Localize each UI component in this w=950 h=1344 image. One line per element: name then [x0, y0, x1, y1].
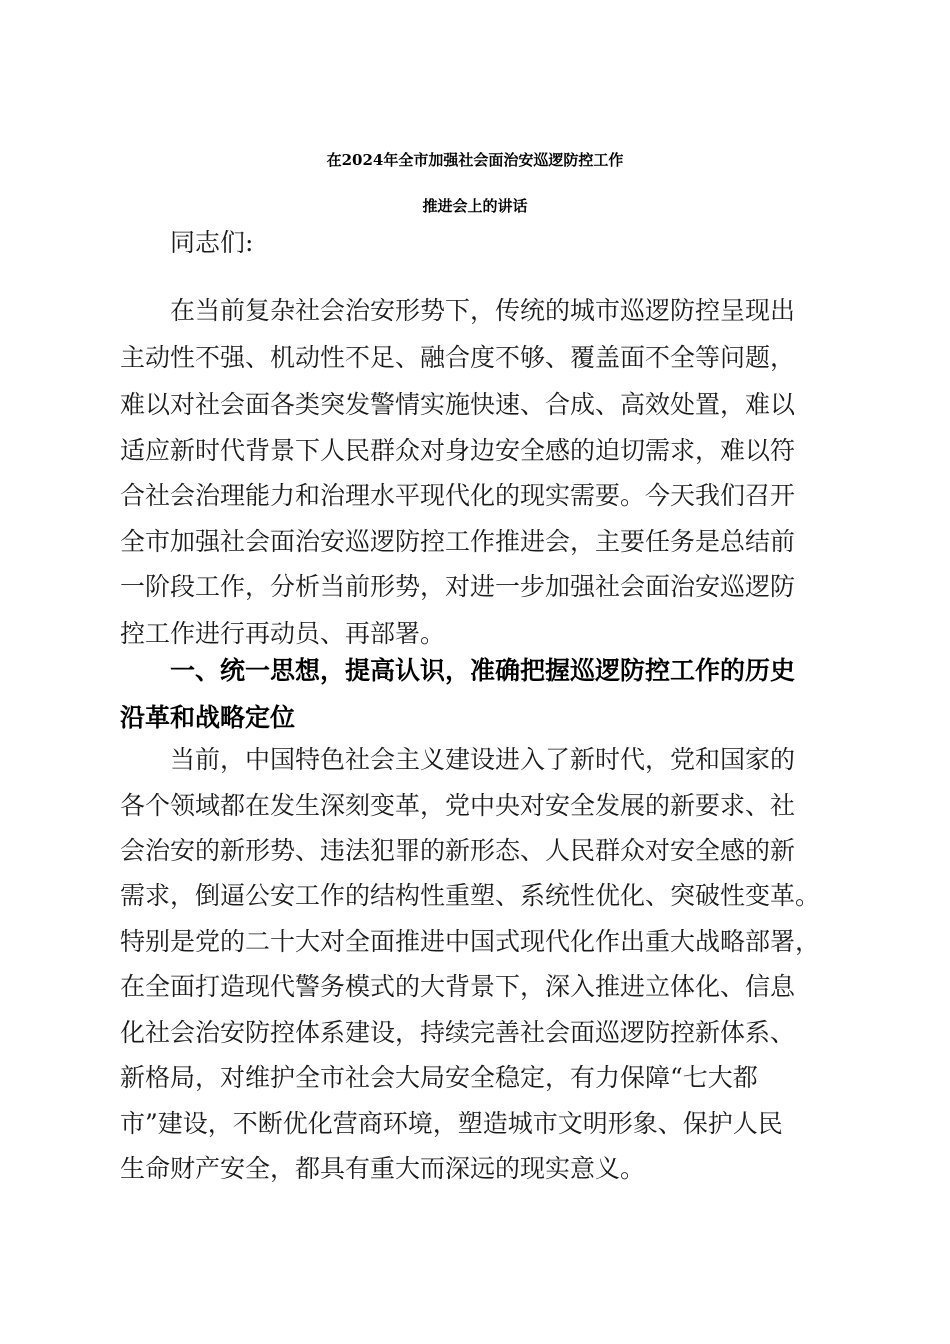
- paragraph-line: 化社会治安防控体系建设，持续完善社会面巡逻防控新体系、: [120, 1018, 796, 1047]
- paragraph-line: 合社会治理能力和治理水平现代化的现实需要。今天我们召开: [120, 481, 796, 510]
- paragraph-line: 特别是党的二十大对全面推进中国式现代化作出重大战略部署，: [120, 927, 821, 956]
- salutation: 同志们:: [170, 228, 254, 257]
- paragraph-line: 一阶段工作，分析当前形势，对进一步加强社会面治安巡逻防: [120, 572, 796, 601]
- paragraph-line: 全市加强社会面治安巡逻防控工作推进会，主要任务是总结前: [120, 527, 796, 556]
- paragraph-line: 市”建设，不断优化营商环境，塑造城市文明形象、保护人民: [120, 1109, 783, 1138]
- paragraph-line: 需求，倒逼公安工作的结构性重塑、系统性优化、突破性变革。: [120, 881, 821, 910]
- document-title-line-1: 在2024年全市加强社会面治安巡逻防控工作: [326, 151, 624, 169]
- paragraph-line: 生命财产安全，都具有重大而深远的现实意义。: [120, 1154, 646, 1183]
- paragraph-line: 控工作进行再动员、再部署。: [120, 619, 446, 648]
- document-title-line-2: 推进会上的讲话: [422, 197, 528, 215]
- paragraph-line: 在当前复杂社会治安形势下，传统的城市巡逻防控呈现出: [170, 296, 796, 325]
- paragraph-line: 各个领域都在发生深刻变革，党中央对安全发展的新要求、社: [120, 791, 796, 820]
- paragraph-line: 当前，中国特色社会主义建设进入了新时代，党和国家的: [170, 745, 796, 774]
- paragraph-line: 会治安的新形势、违法犯罪的新形态、人民群众对安全感的新: [120, 836, 796, 865]
- paragraph-line: 在全面打造现代警务模式的大背景下，深入推进立体化、信息: [120, 972, 796, 1001]
- paragraph-line: 适应新时代背景下人民群众对身边安全感的迫切需求，难以符: [120, 436, 796, 465]
- paragraph-line: 新格局，对维护全市社会大局安全稳定，有力保障“七大都: [120, 1063, 758, 1092]
- section-heading-line-1: 一、统一思想，提高认识，准确把握巡逻防控工作的历史: [170, 656, 796, 685]
- paragraph-line: 难以对社会面各类突发警情实施快速、合成、高效处置，难以: [120, 390, 796, 419]
- paragraph-line: 主动性不强、机动性不足、融合度不够、覆盖面不全等问题，: [120, 343, 796, 372]
- section-heading-line-2: 沿革和战略定位: [120, 703, 296, 732]
